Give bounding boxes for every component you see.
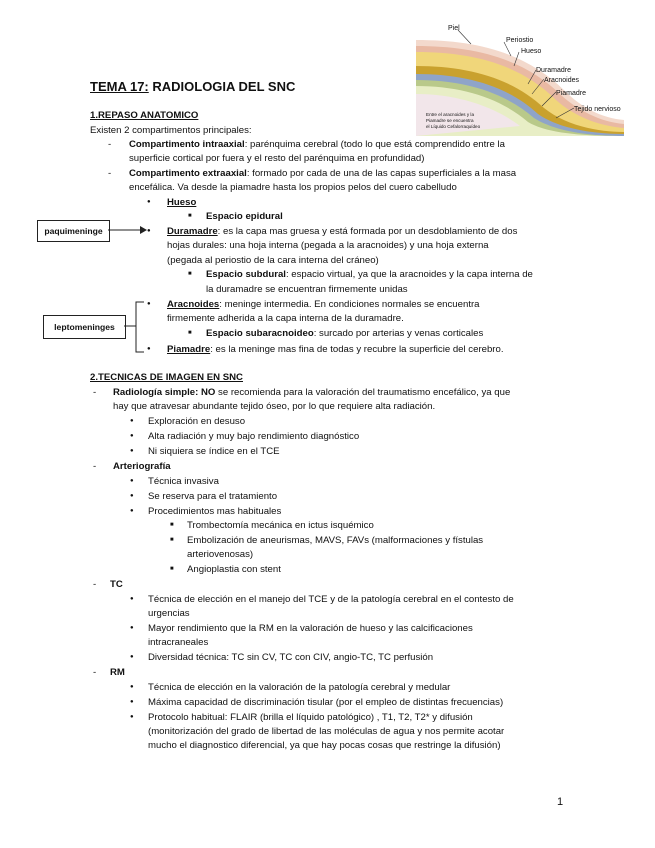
- bullet-dot: [147, 196, 151, 209]
- tc-item-cont: urgencias: [148, 608, 190, 619]
- dash-bullet: -: [93, 667, 97, 678]
- label-aracnoides: Aracnoides: [544, 77, 580, 84]
- subdural-line: [206, 268, 533, 281]
- label-tejido-nervioso: Tejido nervioso: [574, 106, 621, 113]
- art-sub-item-cont: arteriovenosas): [187, 549, 254, 560]
- tc-item: Técnica de elección en el manejo del TCE y de la patología cerebral en el contesto de: [148, 594, 514, 605]
- extraaxial-term: Compartimento extraaxial: [129, 168, 247, 179]
- intraaxial-line-2: superficie cortical por fuera y el resto del parénquima en profundidad): [129, 153, 425, 164]
- bullet-dot: [130, 711, 134, 724]
- title-rest: RADIOLOGIA DEL SNC: [148, 79, 296, 94]
- dash-bullet: -: [108, 139, 112, 150]
- rx-item: Exploración en desuso: [148, 416, 246, 427]
- bullet-dot: [147, 298, 151, 311]
- rm-item: Protocolo habitual: FLAIR (brilla el líquido patológico) , T1, T2, T2* y difusión: [148, 712, 473, 723]
- dash-bullet: -: [108, 168, 112, 179]
- aracnoides-term: Aracnoides: [167, 299, 220, 310]
- rx-item: Ni siquiera se índice en el TCE: [148, 446, 280, 457]
- tc-item: Diversidad técnica: TC sin CV, TC con CIV, angio-TC, TC perfusión: [148, 652, 434, 663]
- bullet-dot: [147, 225, 151, 238]
- tc-item-cont: intracraneales: [148, 637, 209, 648]
- bullet-square: [170, 563, 174, 576]
- figure-caption-line: Entre el aracnoides y la: [426, 112, 475, 117]
- tc-term: TC: [110, 579, 123, 590]
- label-duramadre: Duramadre: [536, 67, 572, 74]
- bullet-dot: [130, 651, 134, 664]
- piamadre-term: Piamadre: [167, 344, 211, 355]
- dash-bullet: -: [93, 387, 97, 398]
- label-hueso: Hueso: [521, 48, 542, 55]
- label-piamadre: Piamadre: [556, 90, 586, 97]
- piamadre-line: [167, 343, 504, 356]
- subdural-desc: : espacio virtual, ya que la aracnoides y la capa interna de: [285, 269, 533, 280]
- meninges-figure: [416, 22, 624, 136]
- figure-caption-line: Piamadre se encuentra: [426, 118, 474, 123]
- subdural-line-2: la duramadre se encuentran firmemente unidas: [206, 284, 408, 295]
- intraaxial-desc: : parénquima cerebral (todo lo que está comprendido entre la: [244, 139, 505, 150]
- rx-item: Alta radiación y muy bajo rendimiento diagnóstico: [148, 431, 360, 442]
- extraaxial-line-2: encefálica. Va desde la piamadre hasta los propios pelos del cuero cabelludo: [129, 182, 457, 193]
- intro-text: Existen 2 compartimentos principales:: [90, 125, 252, 136]
- art-sub-item: Angioplastia con stent: [187, 564, 281, 575]
- rx-line-2: hay que atravesar abundante tejido óseo, por lo que requiere alta radiación.: [113, 401, 436, 412]
- art-item: Procedimientos mas habituales: [148, 506, 282, 517]
- aracnoides-line-2: firmemente adherida a la capa interna de la duramadre.: [167, 313, 404, 324]
- rx-line: [113, 386, 510, 399]
- arteriografia-term: Arteriografía: [113, 461, 171, 472]
- dash-bullet: -: [93, 461, 97, 472]
- title-prefix: TEMA 17:: [90, 79, 149, 94]
- bullet-dot: [130, 622, 134, 635]
- page-title: [90, 79, 295, 94]
- label-periostio: Periostio: [506, 37, 534, 44]
- bullet-dot: [130, 681, 134, 694]
- aracnoides-line: [167, 298, 480, 311]
- epidural-item: Espacio epidural: [206, 211, 283, 222]
- intraaxial-line: [129, 138, 505, 151]
- arrow-right-icon: [108, 224, 148, 236]
- piamadre-desc: : es la meninge mas fina de todas y recubre la superficie del cerebro.: [210, 344, 504, 355]
- leptomeninges-box: leptomeninges: [43, 315, 126, 339]
- bullet-square: [170, 534, 174, 547]
- art-sub-item: Embolización de aneurismas, MAVS, FAVs (malformaciones y fístulas: [187, 535, 484, 546]
- extraaxial-line: [129, 167, 516, 180]
- bullet-dot: [130, 696, 134, 709]
- art-item: Se reserva para el tratamiento: [148, 491, 278, 502]
- duramadre-term: Duramadre: [167, 226, 218, 237]
- rm-term: RM: [110, 667, 125, 678]
- bullet-square: [188, 327, 192, 340]
- paquimeninge-box: paquimeninge: [37, 220, 110, 242]
- bracket-connector: [124, 300, 148, 360]
- duramadre-line-2: hojas durales: una hoja interna (pegada a la aracnoides) y una hoja externa: [167, 240, 489, 251]
- subaracnoideo-term: Espacio subaracnoideo: [206, 328, 314, 339]
- bullet-dot: [130, 490, 134, 503]
- duramadre-line: [167, 225, 517, 238]
- section-heading-1: 1.REPASO ANATOMICO: [90, 110, 199, 121]
- duramadre-line-3: (pegada al periostio de la cara interna del cráneo): [167, 255, 379, 266]
- bullet-dot: [130, 415, 134, 428]
- art-sub-item: Trombectomía mecánica en ictus isquémico: [187, 520, 374, 531]
- intraaxial-term: Compartimento intraaxial: [129, 139, 245, 150]
- page-number: 1: [557, 796, 564, 808]
- hueso-item: Hueso: [167, 197, 197, 208]
- bullet-square: [188, 268, 192, 281]
- rx-term: Radiología simple: [113, 387, 196, 398]
- bullet-dot: [130, 475, 134, 488]
- dash-bullet: -: [93, 579, 97, 590]
- bullet-dot: [130, 593, 134, 606]
- subdural-term: Espacio subdural: [206, 269, 286, 280]
- section-heading-2: 2.TECNICAS DE IMAGEN EN SNC: [90, 372, 243, 383]
- rm-item: Máxima capacidad de discriminación tisular (por el empleo de distintas frecuencias): [148, 697, 504, 708]
- aracnoides-desc: : meninge intermedia. En condiciones normales se encuentra: [219, 299, 480, 310]
- rm-item-cont: mucho el diagnostico diferencial, ya que hay pocas cosas que restringe la difusión): [148, 740, 501, 751]
- subaracnoideo-line: [206, 327, 483, 340]
- duramadre-desc: : es la capa mas gruesa y está formada por un desdoblamiento de dos: [217, 226, 518, 237]
- bullet-dot: [147, 343, 151, 356]
- rx-no: : NO: [195, 387, 216, 398]
- bullet-dot: [130, 430, 134, 443]
- tc-item: Mayor rendimiento que la RM en la valoración de hueso y las calcificaciones: [148, 623, 473, 634]
- bullet-dot: [130, 445, 134, 458]
- extraaxial-desc: : formado por cada de una de las capas superficiales a la masa: [246, 168, 517, 179]
- figure-caption-line: el Líquido Cefalorraquídeo: [426, 124, 481, 129]
- rx-desc: se recomienda para la valoración del traumatismo encefálico, ya que: [215, 387, 511, 398]
- rm-item: Técnica de elección en la valoración de la patología cerebral y medular: [148, 682, 451, 693]
- bullet-square: [188, 210, 192, 223]
- bullet-dot: [130, 505, 134, 518]
- rm-item-cont: (monitorización del grado de libertad de las moléculas de agua y nos permite acotar: [148, 726, 505, 737]
- subaracnoideo-desc: : surcado por arterias y venas corticales: [313, 328, 484, 339]
- bullet-square: [170, 519, 174, 532]
- label-piel: Piel: [448, 25, 460, 32]
- art-item: Técnica invasiva: [148, 476, 219, 487]
